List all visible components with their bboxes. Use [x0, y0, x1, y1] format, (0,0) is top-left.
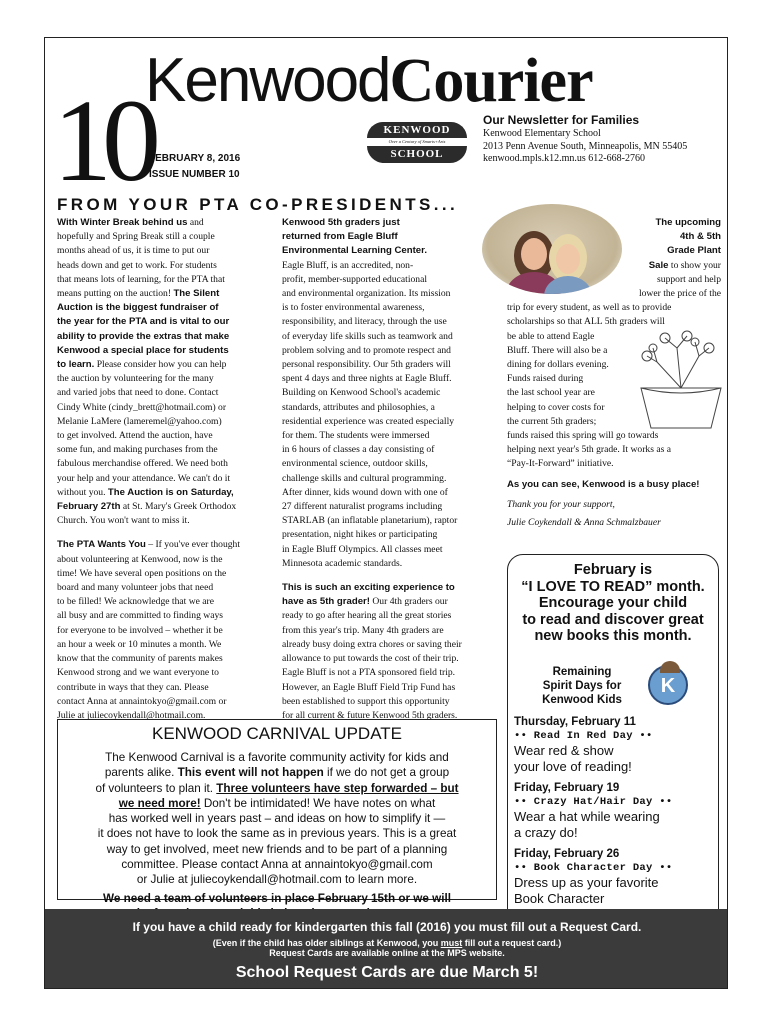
col1-line: Kenwood strong and we want everyone to — [57, 667, 219, 679]
issue-date: FEBRUARY 8, 2016 — [149, 153, 241, 164]
school-address: 2013 Penn Avenue South, Minneapolis, MN 55405 — [483, 140, 688, 152]
col1-line: time! We have several open positions on the — [57, 567, 227, 579]
col2-line: been established to support this opportunity — [282, 695, 450, 707]
carnival-body: The Kenwood Carnival is a favorite community activity for kids and parents alike. This event will not happen if we do not get a group of volunteers to plan it. Three volunteers have step forwarded – but we need more! Don't be intimidated! We have notes on what has worked well in years past – and ideas on how to simplify it — it does not have to look the same as in previous years. This is a great way to get involved, meet new friends and to be part of a planning committee. Please contact Anna at annaintokyo@gmail.com or Julie at juliecoykendall@hotmail.com to learn more. We need a team of volunteers in place February 15th or we will — [95, 751, 459, 905]
col2-line: residential experience was created especially — [282, 415, 455, 427]
col1-line: to get involved. Attend the auction, have — [57, 430, 213, 442]
col2-line: Minnesota academic standards. — [282, 557, 403, 569]
issue-number-big: 10 — [53, 75, 151, 206]
col1-line: February 27th at St. Mary's Greek Orthodox — [57, 501, 237, 513]
title-bold: Courier — [389, 47, 593, 115]
col1-line: the year for the PTA and is vital to our — [57, 316, 230, 328]
spirit-day — [514, 781, 714, 841]
col2-line: responsibility, and literacy, through the use — [282, 316, 447, 328]
read-headline-line: new books this month. — [534, 628, 692, 644]
col1-line: an hour a week or 10 minutes a month. We — [57, 638, 222, 650]
col3-line: Sale to show your — [648, 259, 721, 271]
col1-line: Julie at juliecoykendall@hotmail.com. — [57, 709, 206, 721]
col3-line: Bluff. There will also be a — [507, 344, 608, 356]
col1-line: With Winter Break behind us and — [57, 217, 204, 228]
col1-line: to be filled! We acknowledge that we are — [57, 596, 215, 608]
col1-line: fabulous merchandise offered. We need both — [57, 458, 228, 470]
col1-line: about volunteering at Kenwood, now is the — [57, 553, 223, 565]
pta-column-2 — [282, 216, 497, 723]
col2-line: from this year's trip. Many 4th graders are — [282, 624, 444, 636]
school-web-phone: kenwood.mpls.k12.mn.us 612-668-2760 — [483, 153, 645, 164]
read-headline-line: to read and discover great — [522, 611, 704, 628]
carnival-title: KENWOOD CARNIVAL UPDATE — [152, 724, 402, 743]
spirit-day — [514, 847, 714, 907]
issue-number: ISSUE NUMBER 10 — [149, 169, 240, 180]
col3-bold-line: Grade Plant — [667, 245, 721, 257]
col2-line: for them. The students were immersed — [282, 430, 430, 442]
school-name: Kenwood Elementary School — [483, 128, 601, 139]
col2-line: for all current & future Kenwood 5th graders. — [282, 709, 458, 721]
col3-bold-line: The upcoming — [655, 217, 721, 228]
banner-line-3: Request Cards are available online at the MPS website. — [269, 948, 505, 958]
thanks-line: Thank you for your support, — [507, 498, 615, 510]
carnival-update-box — [57, 719, 497, 905]
col2-line: and environmental organization. Its mission — [282, 288, 451, 300]
col1-line: Cindy White (cindy_brett@hotmail.com) or — [57, 401, 227, 413]
col2-line: is to foster environmental awareness, — [282, 302, 425, 314]
col3-line: scholarships so that ALL 5th graders will — [507, 316, 665, 328]
col1-line: and varied jobs that need to done. Contact — [57, 387, 219, 399]
read-headline-line: February is — [573, 562, 653, 578]
col3-line: the current 5th graders; — [507, 415, 597, 427]
col3-line: “Pay-It-Forward” initiative. — [507, 458, 614, 470]
col2-line: in 6 hours of classes a day consisting of — [282, 444, 435, 456]
spirit-day-theme: •• Crazy Hat/Hair Day •• — [514, 796, 673, 808]
col1-line: to learn. Please consider how you can help — [57, 359, 227, 371]
spirit-day-theme: •• Book Character Day •• — [514, 862, 673, 874]
newsletter-page — [44, 37, 728, 989]
col1-line: all busy and are committed to finding ways — [57, 610, 223, 622]
col1-line: Kenwood a special place for students — [57, 344, 229, 356]
issue-info — [149, 151, 240, 183]
spirit-day-desc: Wear red & show — [514, 743, 614, 758]
col2-line: STARLAB (an inflatable planetarium), raptor — [282, 515, 458, 527]
col2-line: spent 4 days and three nights at Eagle Bluff. — [282, 373, 452, 385]
remaining-spirit-days: Remaining Spirit Days for Kenwood Kids — [542, 666, 622, 706]
read-month-box — [507, 554, 719, 938]
newsletter-title — [145, 48, 593, 114]
col2-bold-line: Kenwood 5th graders just — [282, 217, 400, 228]
col2-line: challenge skills and cultural programming. — [282, 472, 447, 484]
col1-line: contact Anna at annaintokyo@gmail.com or — [57, 695, 227, 707]
logo-tagline: Over a Century of Smarts+Arts — [388, 139, 446, 144]
spirit-day-date: Friday, February 19 — [514, 782, 620, 794]
spirit-day-theme: •• Read In Red Day •• — [514, 730, 653, 742]
col3-line: trip for every student, as well as to provide — [507, 302, 672, 314]
banner-line-1: If you have a child ready for kindergarten this fall (2016) you must fill out a Request Card. — [132, 920, 642, 934]
col2-bold-line: Environmental Learning Center. — [282, 245, 428, 257]
read-headline — [508, 562, 718, 645]
spirit-day-desc: Wear a hat while wearing — [514, 809, 660, 824]
col2-bold-line: returned from Eagle Bluff — [282, 231, 398, 243]
col1-line: contribute in ways that they can. Please — [57, 681, 209, 693]
col1-line: ability to provide the extras that make — [57, 330, 230, 342]
read-headline-line: “I LOVE TO READ” month. — [521, 578, 705, 595]
col2-line: Eagle Bluff is not a PTA sponsored field trip. — [282, 667, 456, 679]
col3-line: be able to attend Eagle — [507, 330, 595, 342]
col1-line: the auction by volunteering for the many — [57, 373, 214, 385]
plant-pot-icon — [637, 328, 725, 438]
col3-line: helping next year's 5th grade. It works as a — [507, 444, 671, 456]
col2-line: profit, member-supported educational — [282, 273, 427, 285]
col3-line: lower the price of the — [638, 288, 721, 300]
col1-line: for everyone to be involved – whether it be — [57, 624, 223, 636]
spirit-day-desc: your love of reading! — [514, 759, 632, 774]
col2-line: personal responsibility. Our 5th graders will — [282, 359, 451, 371]
col2-line: ready to go after hearing all the great stories — [282, 610, 452, 622]
kindergarten-banner — [45, 909, 728, 989]
col2-line: 27 different naturalist programs including — [282, 501, 443, 513]
col1-line: know that the community of parents makes — [57, 653, 223, 665]
school-logo — [367, 122, 467, 174]
spirit-day-desc: Dress up as your favorite — [514, 875, 659, 890]
banner-line-4: School Request Cards are due March 5! — [235, 964, 539, 981]
logo-bottom: SCHOOL — [367, 146, 467, 163]
pta-heading: FROM YOUR PTA CO-PRESIDENTS... — [57, 195, 459, 214]
col1-line: Church. You won't want to miss it. — [57, 515, 190, 527]
read-headline-line: Encourage your child — [538, 595, 688, 611]
signature-line: Julie Coykendall & Anna Schmalzbauer — [507, 517, 661, 529]
col2-line: Eagle Bluff, is an accredited, non- — [282, 259, 414, 271]
col2-line: presentation, night hikes or participating — [282, 529, 438, 541]
col1-line: Melanie LaMere (lameremel@yahoo.com) — [57, 415, 222, 427]
spirit-day-desc: Book Character — [514, 891, 605, 906]
newsletter-heading: Our Newsletter for Families — [483, 113, 640, 127]
mascot-letter: K — [660, 675, 676, 697]
col3-line: support and help — [657, 273, 721, 285]
pta-column-1 — [57, 216, 272, 723]
busy-place: As you can see, Kenwood is a busy place! — [507, 478, 700, 490]
spirit-day-date: Thursday, February 11 — [514, 716, 636, 728]
col1-line: hopefully and Spring Break still a couple — [57, 231, 215, 243]
spirit-days-list — [514, 715, 714, 907]
spirit-day-desc: a crazy do! — [514, 825, 578, 840]
col1-line: months ahead of us, it is time to put our — [57, 245, 210, 257]
col3-line: dining for dollars evening. — [507, 359, 609, 371]
col2-line: have as 5th grader! Our 4th graders our — [282, 596, 448, 608]
col2-line: standards, attributes and philosophies, a — [282, 401, 435, 413]
col2-line: of everyday life skills such as teamwork and — [282, 330, 453, 342]
title-light: Kenwood — [145, 46, 390, 115]
col2-line: in Eagle Bluff Olympics. All classes meet — [282, 543, 443, 555]
col3-line: Funds raised during — [507, 373, 584, 385]
col2-line: Building on Kenwood School's academic — [282, 387, 441, 399]
col2-line: allowance to put towards the cost of their trip. — [282, 653, 459, 665]
col1-line: Auction is the biggest fundraiser of — [57, 302, 219, 314]
spirit-day — [514, 715, 714, 775]
col2-bold-line: This is such an exciting experience to — [282, 582, 455, 594]
col1-line: some fun, and making purchases from the — [57, 444, 218, 456]
col1-line: that means lots of learning, for the PTA that — [57, 273, 225, 285]
logo-top: KENWOOD — [367, 122, 467, 138]
col1-line: your help and your attendance. We can't do it — [57, 472, 231, 484]
col3-line: funds raised this spring will go towards — [507, 430, 659, 442]
mascot-icon — [648, 665, 688, 705]
col2-line: problem solving and to promote respect and — [282, 344, 451, 356]
col1-line: heads down and get to work. For students — [57, 259, 217, 271]
col1-line: means putting on the auction! The Silent — [57, 288, 220, 300]
col2-line: already busy doing extra chores or saving their — [282, 638, 462, 650]
col1-line: The PTA Wants You – If you've ever thought — [57, 539, 241, 551]
col1-line: board and many volunteer jobs that need — [57, 582, 214, 594]
col1-line: without you. The Auction is on Saturday, — [57, 486, 234, 498]
col3-line: helping to cover costs for — [507, 401, 605, 413]
col3-bold-line: 4th & 5th — [679, 231, 721, 243]
spirit-day-date: Friday, February 26 — [514, 848, 620, 860]
col2-line: environmental science, outdoor skills, — [282, 458, 428, 470]
col2-line: However, an Eagle Bluff Field Trip Fund has — [282, 681, 456, 693]
col3-line: the last school year are — [507, 387, 595, 399]
school-contact — [483, 128, 687, 166]
col2-line: After dinner, kids wound down with one of — [282, 486, 448, 498]
banner-line-2: (Even if the child has older siblings at Kenwood, you must fill out a request card.) — [212, 938, 562, 948]
